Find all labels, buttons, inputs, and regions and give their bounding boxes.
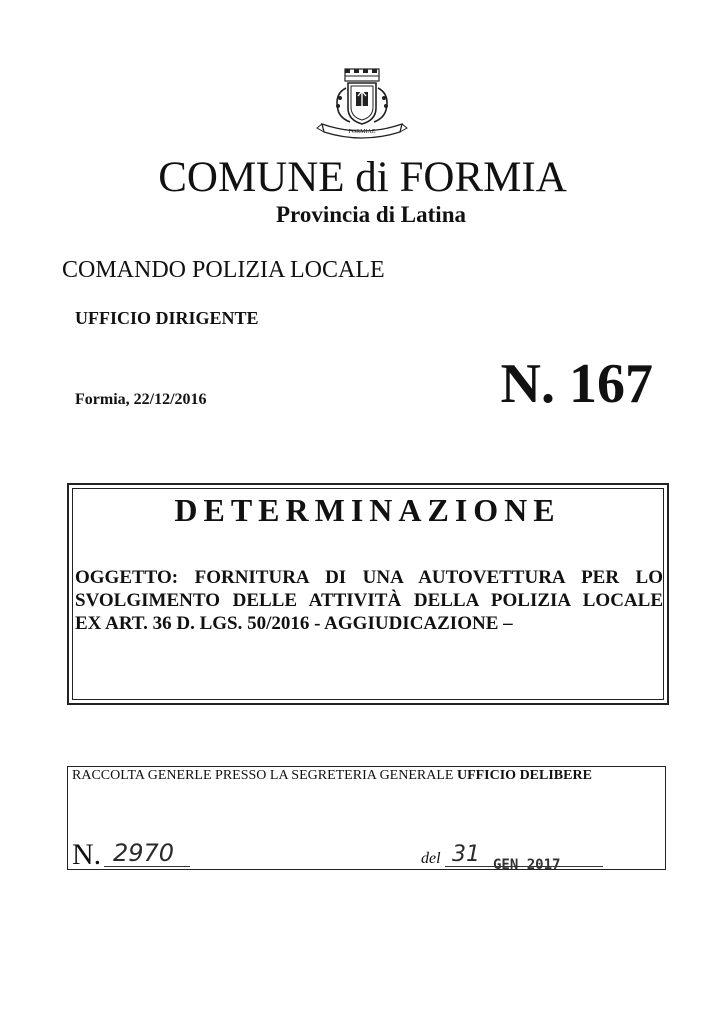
registry-date-stamp: GEN 2017 [493,857,561,873]
command-heading: COMANDO POLIZIA LOCALE [62,257,385,283]
determination-title: DETERMINAZIONE [174,492,561,528]
office-heading: UFFICIO DIRIGENTE [75,308,259,328]
subject-text [75,566,663,635]
registry-caption [72,767,592,785]
registry-caption-text: RACCOLTA GENERLE PRESSO LA SEGRETERIA GENERALE [72,768,454,783]
registry-number-label: N. [72,838,102,871]
province-subtitle: Provincia di Latina [276,202,466,227]
subject-line: EX ART. 36 D. LGS. 50/2016 - AGGIUDICAZIONE – [75,613,513,634]
place-date: Formia, 22/12/2016 [75,391,207,408]
registry-caption-office: UFFICIO DELIBERE [456,768,592,783]
municipality-title: COMUNE di FORMIA [158,154,567,201]
registry-date-label: del [421,850,441,867]
registry-date-day-handwritten: 31 [452,842,480,867]
subject-line: OGGETTO: FORNITURA DI UNA AUTOVETTURA PER LO [75,567,663,588]
subject-line: SVOLGIMENTO DELLE ATTIVITÀ DELLA POLIZIA LOCALE [75,590,663,611]
registry-number-handwritten: 2970 [113,839,175,867]
coat-of-arms-icon [316,66,408,142]
document-number: N. 167 [500,353,653,415]
crest-motto: FORMIAE [348,129,376,135]
